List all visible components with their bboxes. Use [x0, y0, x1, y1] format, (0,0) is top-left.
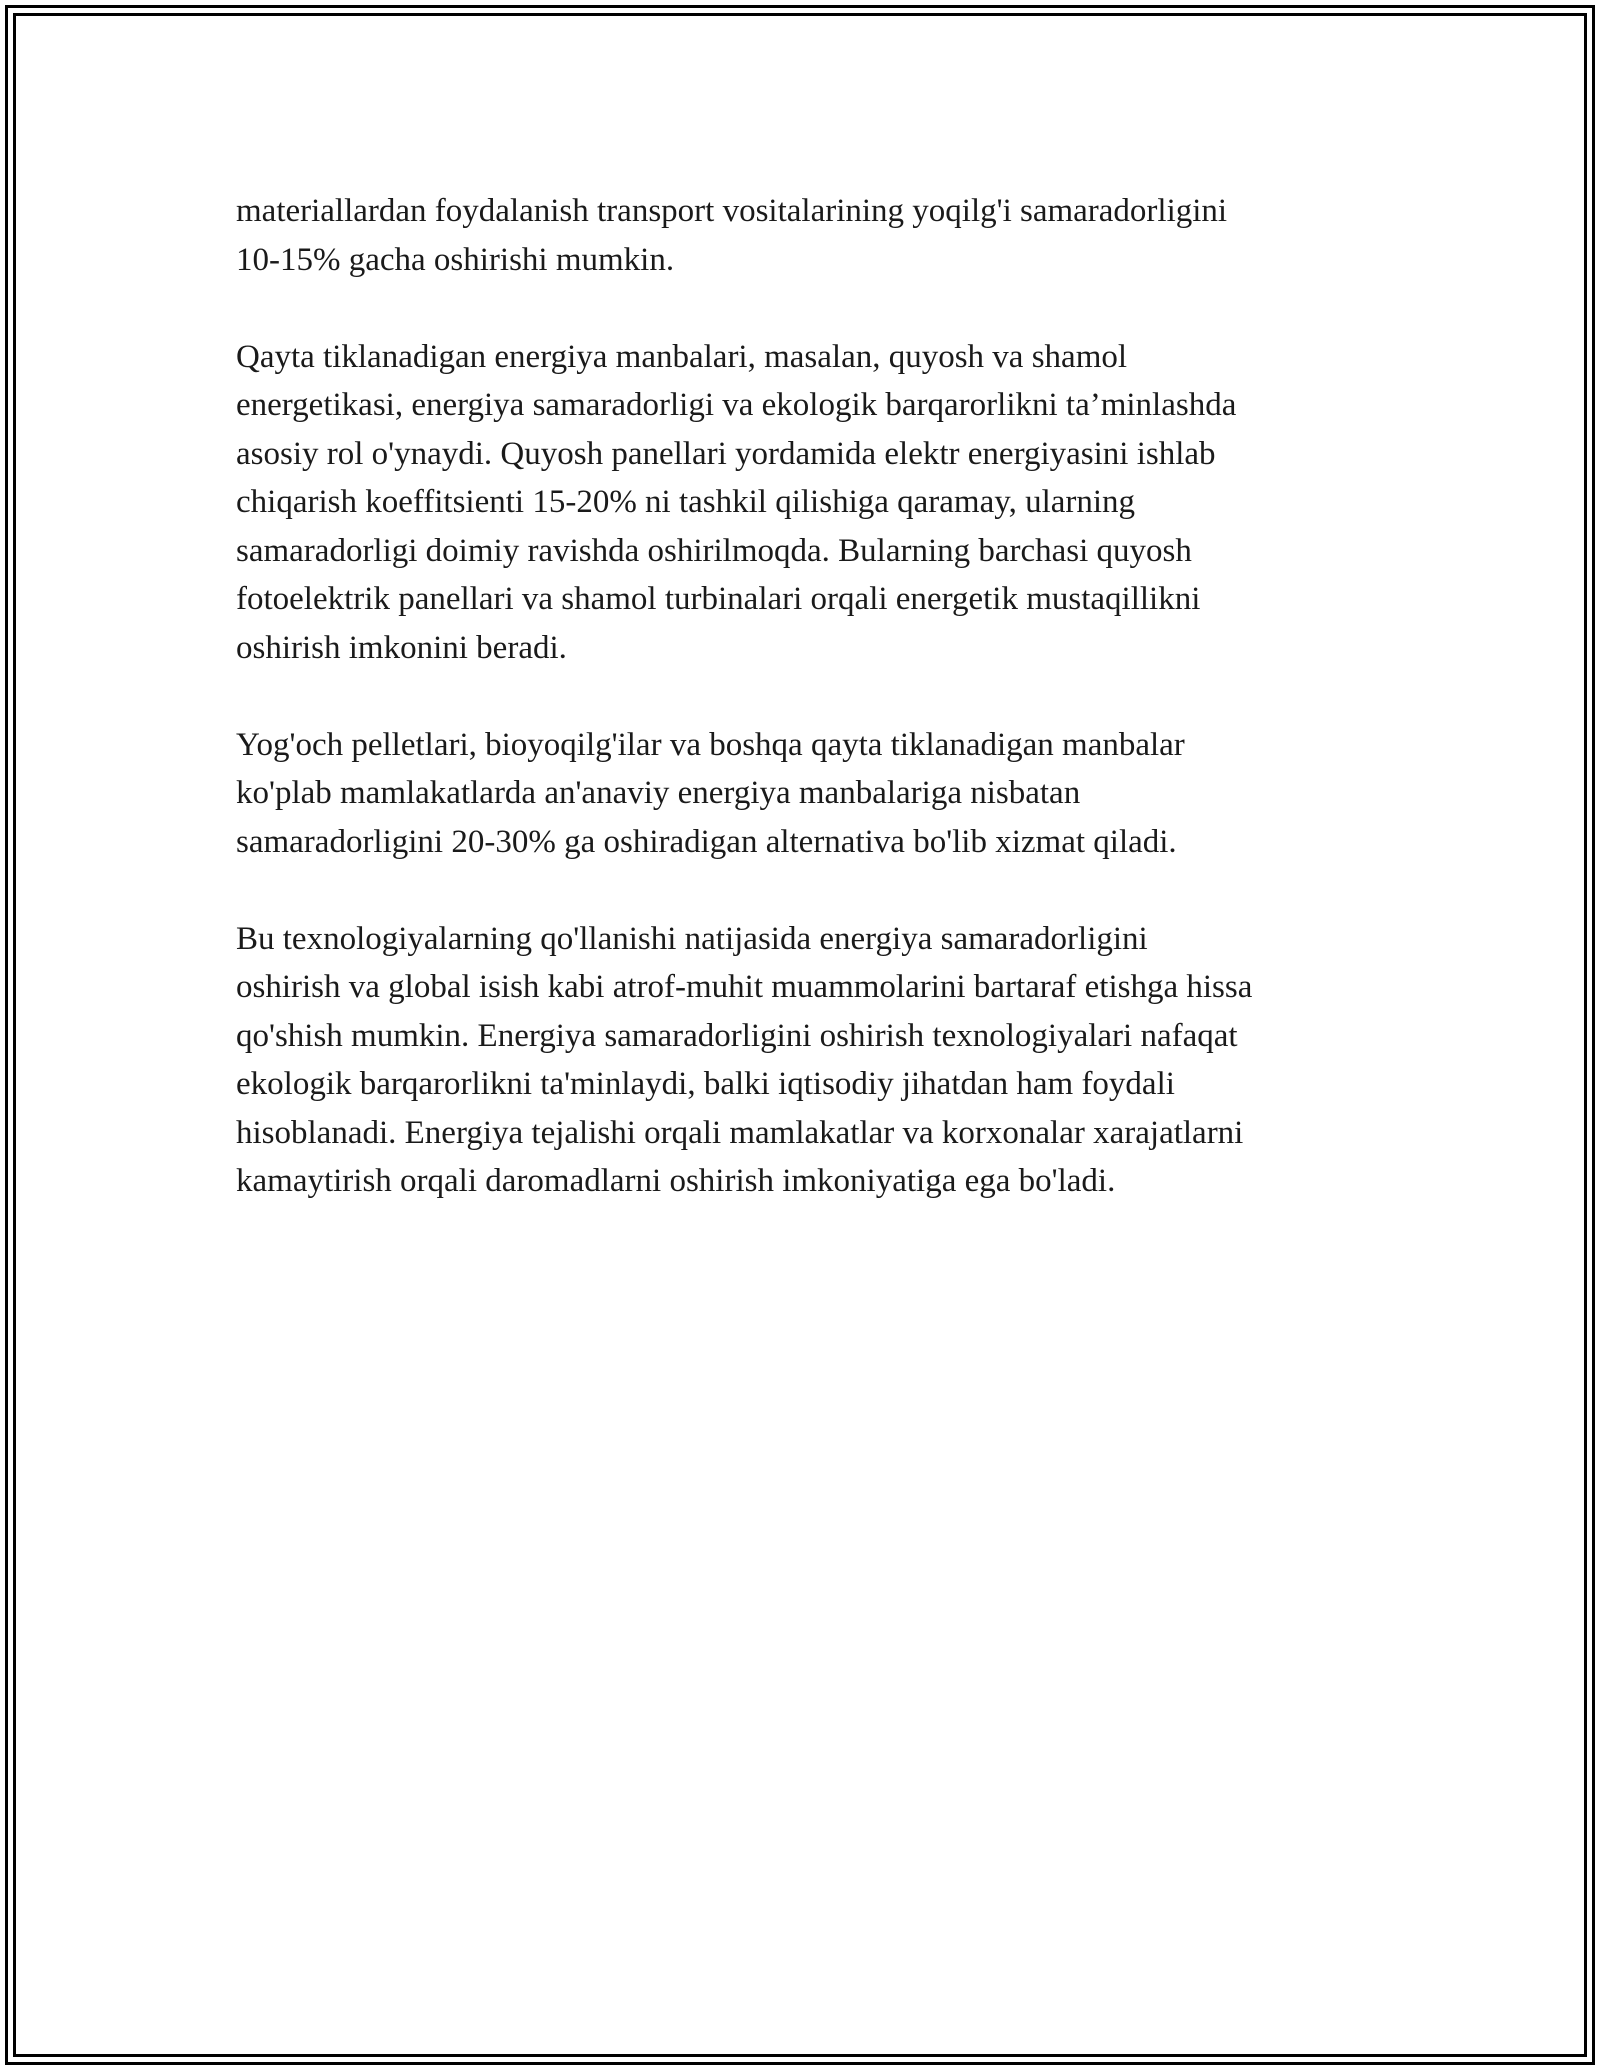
- text-line: oshirish imkonini beradi.: [236, 629, 567, 666]
- text-line: 10-15% gacha oshirishi mumkin.: [236, 241, 675, 278]
- text-line: kamaytirish orqali daromadlarni oshirish imkoniyatiga ega bo'ladi.: [236, 1163, 1116, 1199]
- text-line: samaradorligini 20-30% ga oshiradigan alternativa bo'lib xizmat qiladi.: [236, 823, 1177, 860]
- paragraph-1: [236, 187, 1376, 284]
- text-line: ekologik barqarorlikni ta'minlaydi, balki iqtisodiy jihatdan ham foydali: [236, 1066, 1175, 1102]
- text-line: hisoblanadi. Energiya tejalishi orqali mamlakatlar va korxonalar xarajatlarni: [236, 1114, 1244, 1151]
- text-line: oshirish va global isish kabi atrof-muhit muammolarini bartaraf etishga hissa: [236, 969, 1253, 1005]
- text-line: fotoelektrik panellari va shamol turbinalari orqali energetik mustaqillikni: [236, 581, 1201, 617]
- text-line: materiallardan foydalanish transport vositalarining yoqilg'i samaradorligini: [236, 193, 1228, 229]
- paragraph-2: [236, 333, 1376, 673]
- paragraph-4: [236, 915, 1376, 1206]
- paragraph-3: [236, 721, 1376, 867]
- text-line: asosiy rol o'ynaydi. Quyosh panellari yordamida elektr energiyasini ishlab: [236, 435, 1216, 472]
- text-line: qo'shish mumkin. Energiya samaradorligini oshirish texnologiyalari nafaqat: [236, 1017, 1238, 1054]
- text-line: Yog'och pelletlari, bioyoqilg'ilar va boshqa qayta tiklanadigan manbalar: [236, 726, 1185, 763]
- text-line: ko'plab mamlakatlarda an'anaviy energiya manbalariga nisbatan: [236, 775, 1081, 811]
- text-line: Bu texnologiyalarning qo'llanishi natijasida energiya samaradorligini: [236, 920, 1148, 957]
- document-body: [236, 187, 1376, 1254]
- text-line: energetikasi, energiya samaradorligi va ekologik barqarorlikni ta’minlashda: [236, 387, 1237, 423]
- text-line: Qayta tiklanadigan energiya manbalari, masalan, quyosh va shamol: [236, 338, 1128, 375]
- text-line: samaradorligi doimiy ravishda oshirilmoqda. Bularning barchasi quyosh: [236, 532, 1192, 569]
- text-line: chiqarish koeffitsienti 15-20% ni tashkil qilishiga qaramay, ularning: [236, 484, 1136, 520]
